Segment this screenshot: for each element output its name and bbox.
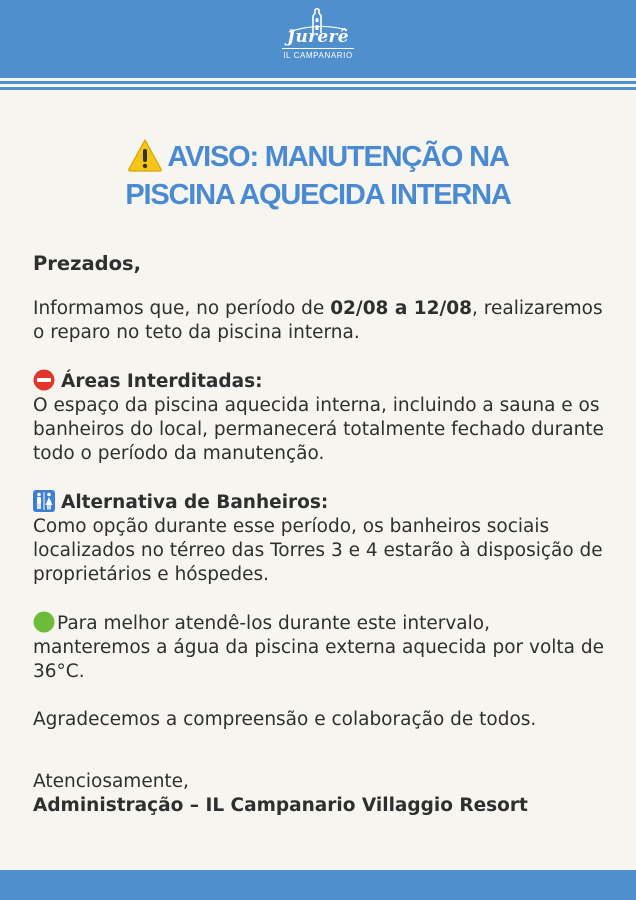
intro-dates: 02/08 a 12/08	[330, 298, 473, 319]
pool-text: Para melhor atendê-los durante este intervalo, manteremos a água da piscina externa aquecida por volta de 36°C.	[33, 613, 605, 682]
alternative-section	[33, 490, 613, 587]
pool-section	[33, 611, 613, 684]
title-line-1	[0, 138, 636, 176]
header-stripe-bottom	[0, 87, 636, 90]
notice-body	[33, 252, 613, 818]
logo-subtitle: IL CAMPANARIO	[283, 51, 353, 60]
areas-heading: Áreas Interditadas:	[61, 371, 263, 392]
alternative-heading: Alternativa de Banheiros:	[61, 492, 329, 513]
header-stripe-top	[0, 81, 636, 84]
logo	[268, 8, 368, 70]
logo-divider	[282, 48, 354, 49]
greeting: Prezados,	[33, 252, 142, 275]
signoff: Atenciosamente,	[33, 771, 189, 792]
warning-icon	[127, 138, 163, 172]
title-text-1: AVISO: MANUTENÇÃO NA	[167, 141, 509, 173]
logo-name: Jurerê	[287, 27, 349, 47]
intro-text-post: , realizaremos o reparo no teto da piscina interna.	[33, 298, 603, 343]
alternative-text: Como opção durante esse período, os banheiros sociais localizados no térreo das Torres 3 e 4 estarão à disposição de proprietários e hóspedes.	[33, 516, 603, 585]
notice-title	[0, 138, 636, 214]
no-entry-icon	[33, 369, 55, 391]
restroom-icon	[33, 490, 55, 512]
header-bar	[0, 0, 636, 78]
intro-paragraph	[33, 297, 613, 345]
signature: Administração – IL Campanario Villaggio Resort	[33, 795, 528, 816]
footer-bar	[0, 870, 636, 900]
green-circle-icon	[33, 611, 55, 633]
thanks-text: Agradecemos a compreensão e colaboração de todos.	[33, 709, 537, 730]
areas-section	[33, 369, 613, 466]
intro-text-pre: Informamos que, no período de	[33, 298, 331, 319]
areas-text: O espaço da piscina aquecida interna, incluindo a sauna e os banheiros do local, permanecerá totalmente fechado durante todo o período da manutenção.	[33, 395, 604, 464]
title-line-2: PISCINA AQUECIDA INTERNA	[125, 179, 511, 211]
